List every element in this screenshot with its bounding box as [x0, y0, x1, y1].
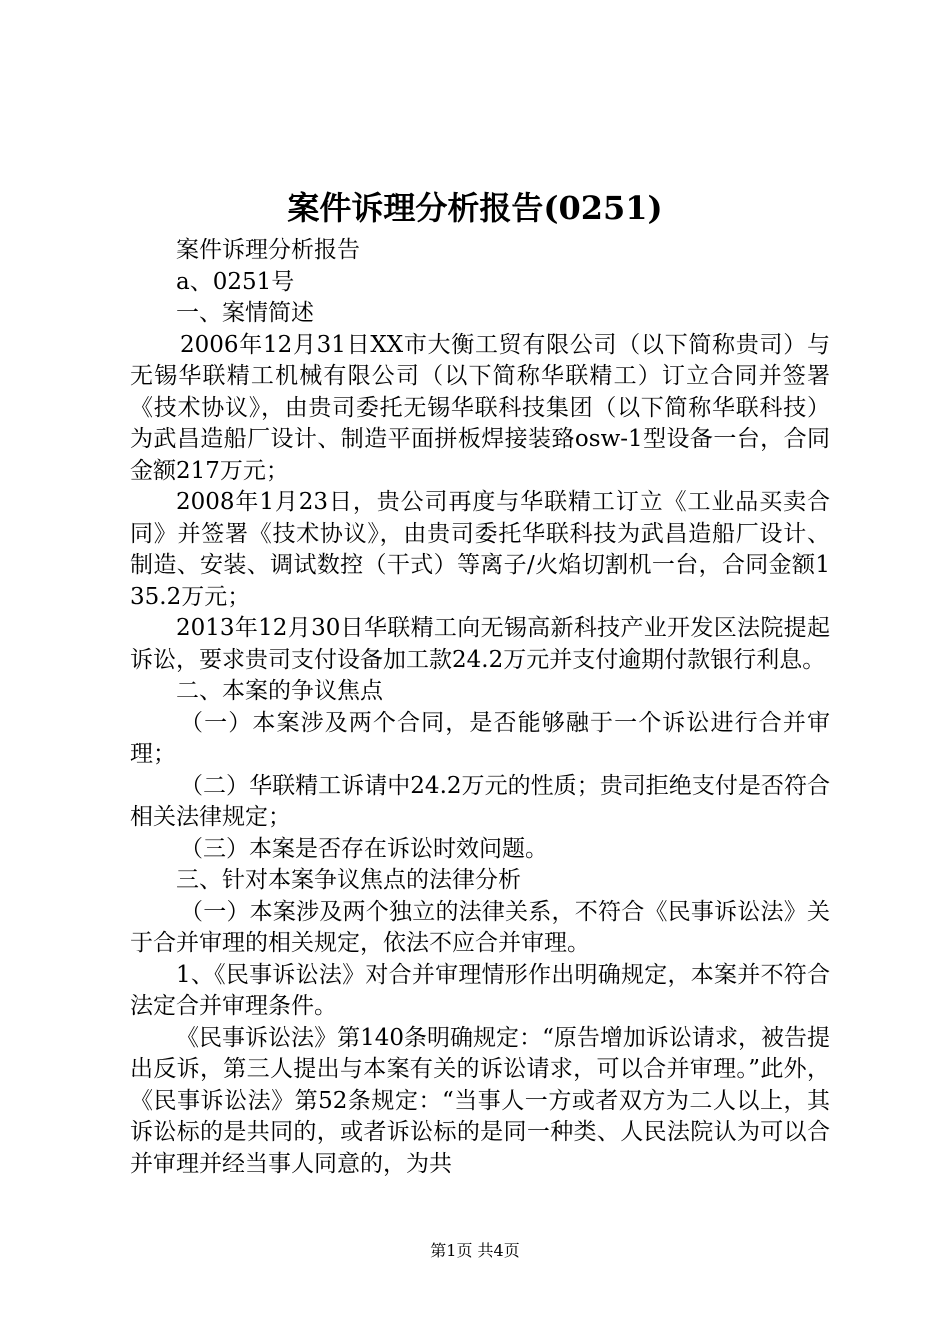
- paragraph-case-number: a、0251号: [176, 268, 295, 295]
- paragraph-2008-contract: 2008年1月23日，贵公司再度与华联精工订立《工业品买卖合同》并签署《技术协议》，由贵司委托华联科技为武昌造船厂设计、制造、安装、调试数控（干式）等离子/火焰切割机一台，合同金额135.2万元；: [130, 489, 830, 610]
- section-heading-legal-analysis: 三、针对本案争议焦点的法律分析: [176, 867, 521, 893]
- paragraph-2013-lawsuit: 2013年12月30日华联精工向无锡高新科技产业开发区法院提起诉讼，要求贵司支付设备加工款24.2万元并支付逾期付款银行利息。: [130, 615, 830, 673]
- dispute-point-3: （三）本案是否存在诉讼时效问题。: [180, 835, 548, 862]
- document-body: [130, 235, 830, 1180]
- dispute-point-2: （二）华联精工诉请中24.2万元的性质；贵司拒绝支付是否符合相关法律规定；: [130, 772, 830, 830]
- section-heading-dispute-focus: 二、本案的争议焦点: [176, 678, 383, 704]
- paragraph-subtitle: 案件诉理分析报告: [176, 237, 360, 263]
- paragraph-2006-contract: 2006年12月31日XX市大衡工贸有限公司（以下简称贵司）与无锡华联精工机械有限公司（以下简称华联精工）订立合同并签署《技术协议》，由贵司委托无锡华联科技集团（以下简称华联科技）为武昌造船厂设计、制造平面拼板焊接装臵osw-1型设备一台，合同金额217万元；: [130, 331, 830, 484]
- paragraph-civil-procedure-law: 《民事诉讼法》第140条明确规定：“原告增加诉讼请求，被告提出反诉，第三人提出与本案有关的诉讼请求，可以合并审理。”此外，《民事诉讼法》第52条规定：“当事人一方或者双方为二人以上，其诉讼标的是共同的，或者诉讼标的是同一种类、人民法院认为可以合并审理并经当事人同意的，为共: [130, 1024, 830, 1177]
- document-title: 案件诉理分析报告(0251): [287, 189, 663, 227]
- analysis-point-1: （一）本案涉及两个独立的法律关系，不符合《民事诉讼法》关于合并审理的相关规定，依法不应合并审理。: [130, 898, 830, 956]
- analysis-subpoint-1: 1、《民事诉讼法》对合并审理情形作出明确规定，本案并不符合法定合并审理条件。: [130, 961, 830, 1019]
- section-heading-case-summary: 一、案情简述: [176, 300, 314, 326]
- dispute-point-1: （一）本案涉及两个合同，是否能够融于一个诉讼进行合并审理；: [130, 709, 830, 767]
- page-footer: 第1页 共4页: [430, 1241, 520, 1260]
